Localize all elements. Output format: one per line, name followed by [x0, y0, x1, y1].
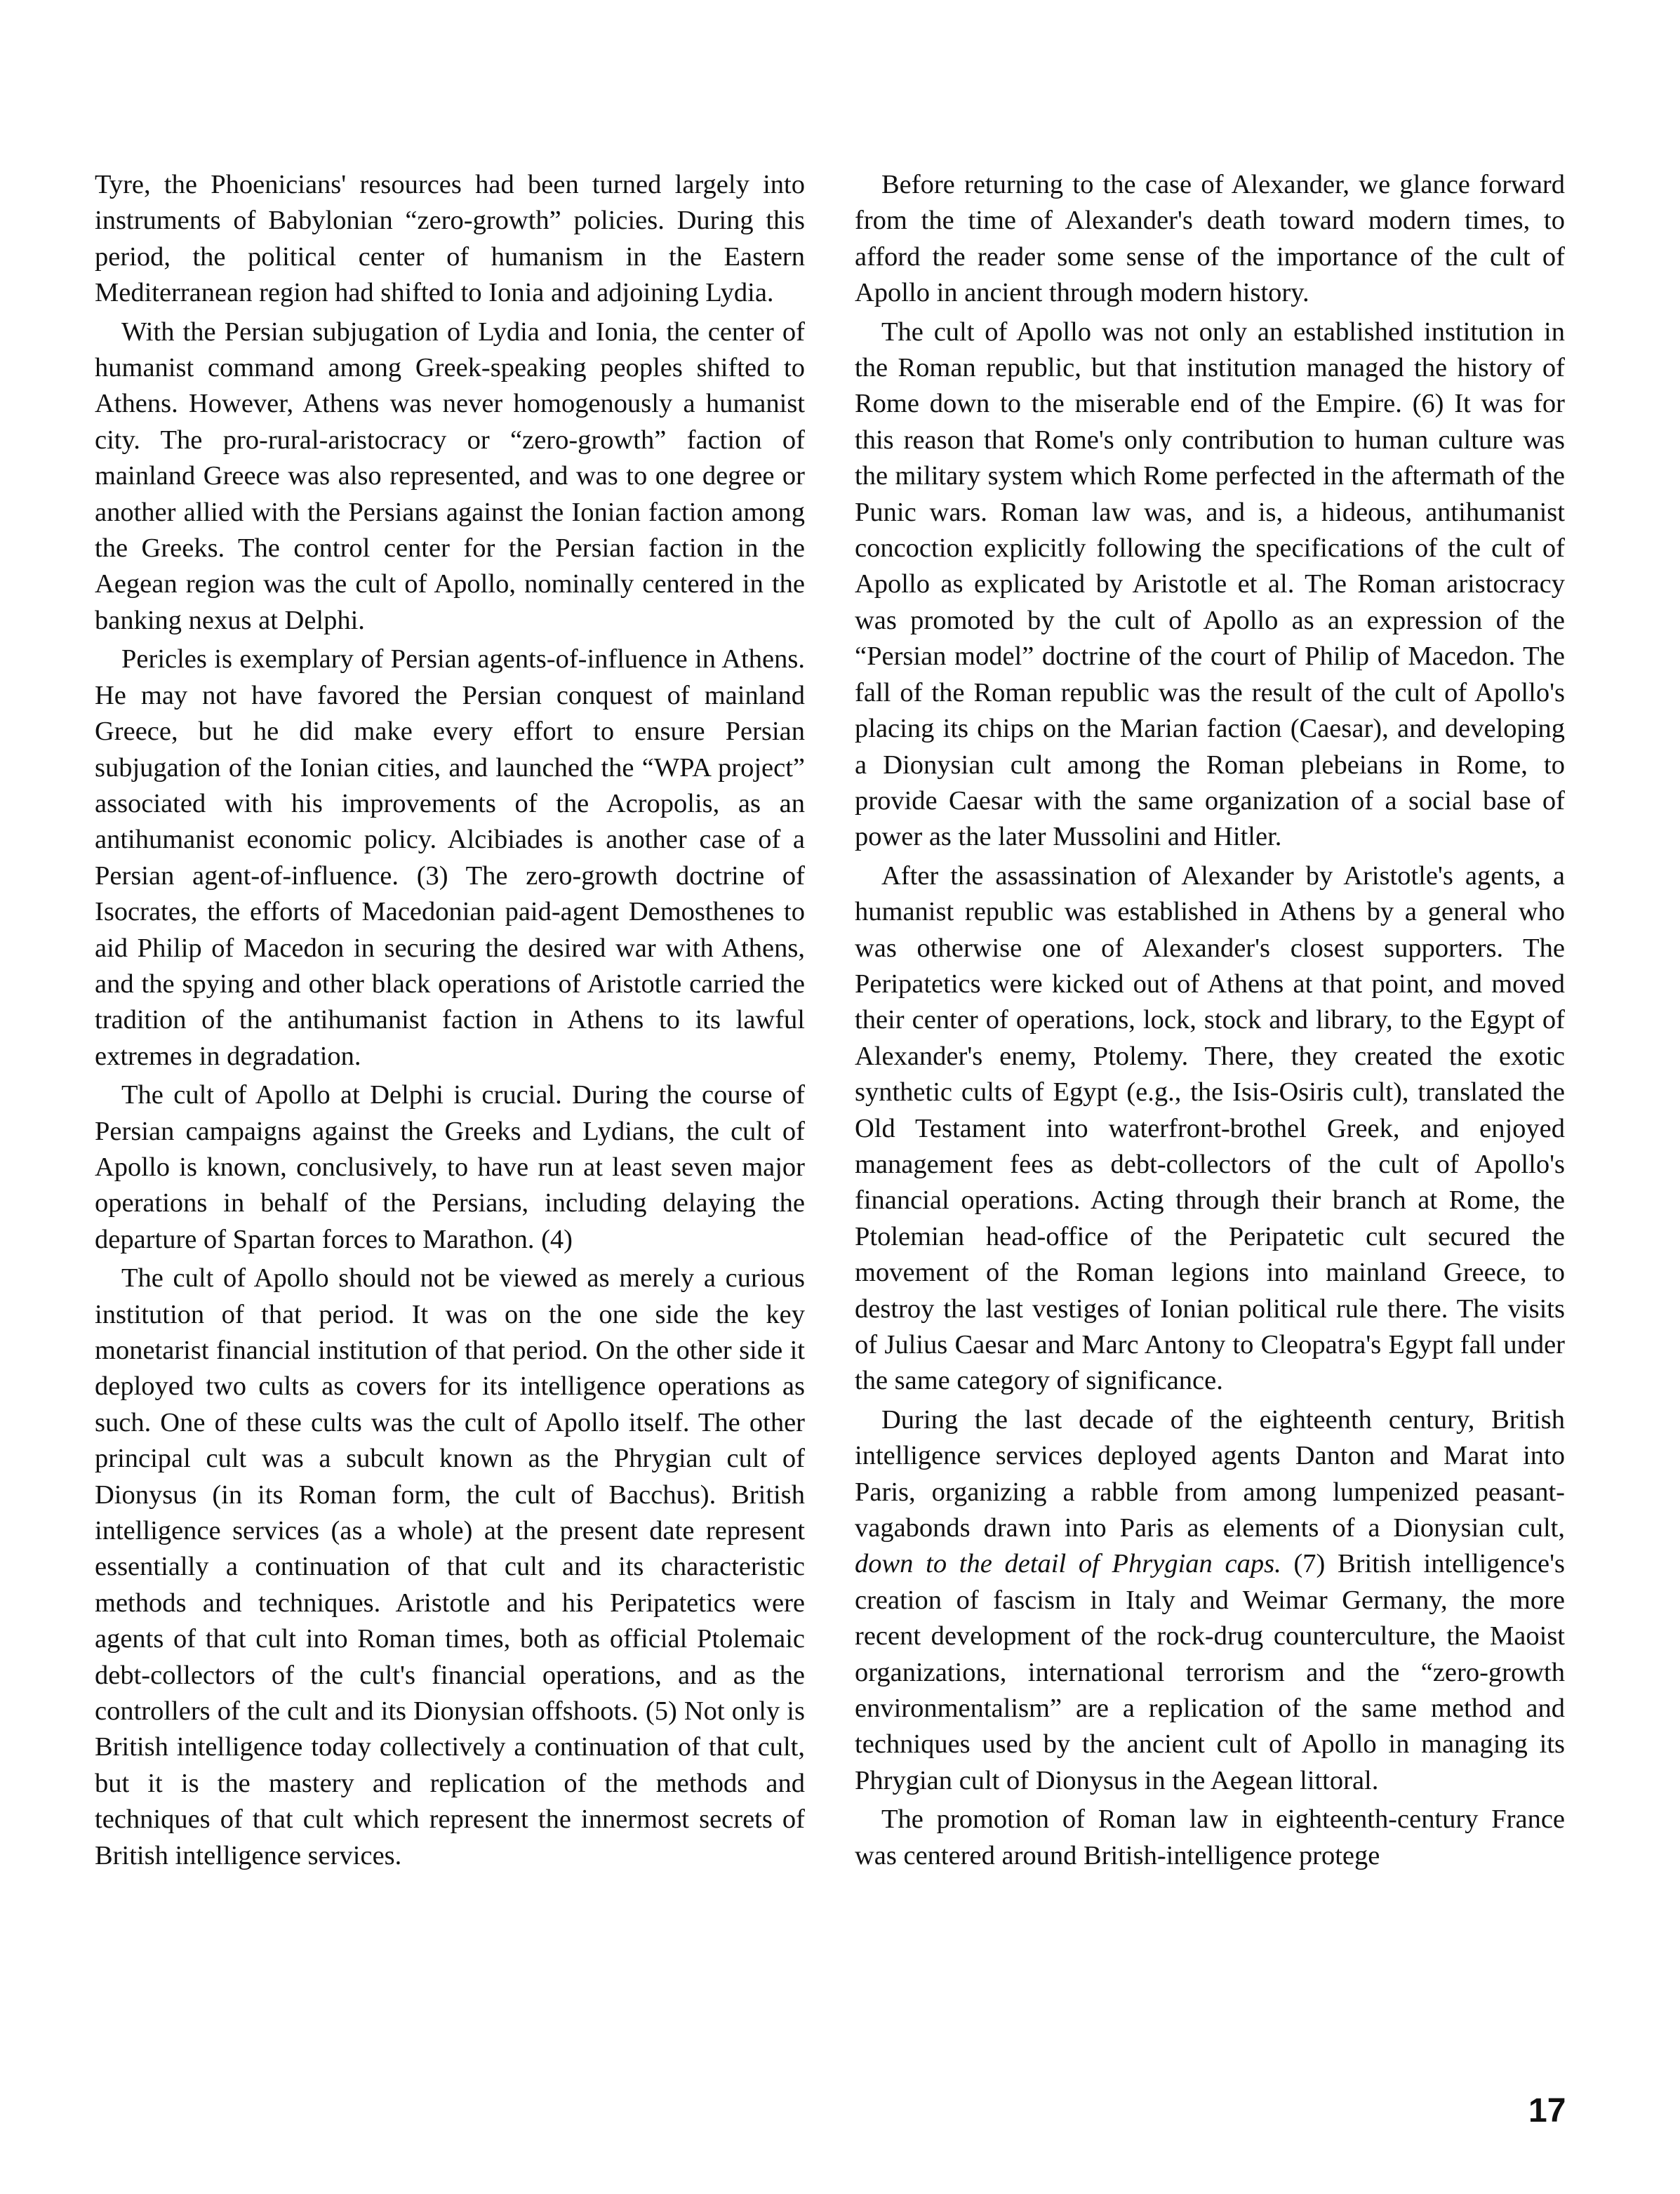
paragraph: With the Persian subjugation of Lydia and Ionia, the center of humanist command among Greek-speaking peoples shifted to Athens. However, Athens was never homogenously a humanist city. The pro-rural-aristocracy or “zero-growth” faction of mainland Greece was also represented, and was to one degree or another allied with the Persians against the Ionian faction among the Greeks. The control center for the Persian faction in the Aegean region was the cult of Apollo, nominally centered in the banking nexus at Delphi. — [95, 317, 805, 635]
paragraph-text: (7) British intelligence's creation of fascism in Italy and Weimar Germany, the more recent development of the rock-drug counterculture, the Maoist organizations, international terrorism and the “zero-growth environmentalism” are a replication of the same method and techniques used by the ancient cult of Apollo in managing its Phrygian cult of Dionysus in the Aegean littoral. — [855, 1549, 1566, 1795]
paragraph: The promotion of Roman law in eighteenth-century France was centered around British-intelligence protege — [855, 1804, 1565, 1870]
italic-phrase: down to the detail of Phrygian caps. — [855, 1549, 1281, 1579]
paragraph: The cult of Apollo at Delphi is crucial. During the course of Persian campaigns against the Greeks and Lydians, the cult of Apollo is known, conclusively, to have run at least seven major operations in behalf of the Persians, including delaying the departure of Spartan forces to Marathon. (4) — [95, 1080, 805, 1254]
paragraph: Pericles is exemplary of Persian agents-of-influence in Athens. He may not have favored the Persian conquest of mainland Greece, but he did make every effort to ensure Persian subjugation of the Ionian cities, and launched the “WPA project” associated with his improvements of the Acropolis, as an antihumanist economic policy. Alcibiades is another case of a Persian agent-of-influence. (3) The zero-growth doctrine of Isocrates, the efforts of Macedonian paid-agent Demosthenes to aid Philip of Macedon in securing the desired war with Athens, and the spying and other black operations of Aristotle carried the tradition of the antihumanist faction in Athens to its lawful extremes in degradation. — [95, 644, 805, 1071]
paragraph: After the assassination of Alexander by Aristotle's agents, a humanist republic was established in Athens by a general who was otherwise one of Alexander's closest supporters. The Peripatetics were kicked out of Athens at that point, and moved their center of operations, lock, stock and library, to the Egypt of Alexander's enemy, Ptolemy. There, they created the exotic synthetic cults of Egypt (e.g., the Isis-Osiris cult), translated the Old Testament into waterfront-brothel Greek, and enjoyed management fees as debt-collectors of the cult of Apollo's financial operations. Acting through their branch at Rome, the Ptolemian head-office of the Peripatetic cult secured the movement of the Roman legions into mainland Greece, to destroy the last vestiges of Ionian political rule there. The visits of Julius Caesar and Marc Antony to Cleopatra's Egypt fall under the same category of significance. — [855, 860, 1565, 1396]
paragraph: Tyre, the Phoenicians' resources had been turned largely into instruments of Babylonian “zero-growth” policies. During this period, the political center of humanism in the Eastern Mediterranean region had shifted to Ionia and adjoining Lydia. — [95, 170, 805, 308]
page-number: 17 — [1528, 2092, 1566, 2129]
paragraph: Before returning to the case of Alexander, we glance forward from the time of Alexander's death toward modern times, to afford the reader some sense of the importance of the cult of Apollo in ancient through modern history. — [855, 170, 1565, 308]
paragraph — [855, 1402, 1565, 1799]
right-column — [855, 167, 1565, 1877]
left-column — [95, 167, 805, 1877]
paragraph: The cult of Apollo should not be viewed as merely a curious institution of that period. It was on the one side the key monetarist financial institution of that period. On the other side it deployed two cults as covers for its intelligence operations as such. One of these cults was the cult of Apollo itself. The other principal cult was a subcult known as the Phrygian cult of Dionysus (in its Roman form, the cult of Bacchus). British intelligence services (as a whole) at the present date represent essentially a continuation of that cult and its characteristic methods and techniques. Aristotle and his Peripatetics were agents of that cult into Roman times, both as official Ptolemaic debt-collectors of the cult's financial operations, and as the controllers of the cult and its Dionysian offshoots. (5) Not only is British intelligence today collectively a continuation of that cult, but it is the mastery and replication of the methods and techniques of that cult which represent the innermost secrets of British intelligence services. — [95, 1263, 805, 1870]
paragraph-text: During the last decade of the eighteenth century, British intelligence services deployed agents Danton and Marat into Paris, organizing a rabble from among lumpenized peasant-vagabonds drawn into Paris as elements of a Dionysian cult, — [855, 1404, 1565, 1543]
paragraph: The cult of Apollo was not only an established institution in the Roman republic, but that institution managed the history of Rome down to the miserable end of the Empire. (6) It was for this reason that Rome's only contribution to human culture was the military system which Rome perfected in the aftermath of the Punic wars. Roman law was, and is, a hideous, antihumanist concoction explicitly following the specifications of the cult of Apollo as explicated by Aristotle et al. The Roman aristocracy was promoted by the cult of Apollo as an expression of the “Persian model” doctrine of the court of Philip of Macedon. The fall of the Roman republic was the result of the cult of Apollo's placing its chips on the Marian faction (Caesar), and developing a Dionysian cult among the Roman plebeians in Rome, to provide Caesar with the same organization of a social base of power as the later Mussolini and Hitler. — [855, 317, 1565, 852]
